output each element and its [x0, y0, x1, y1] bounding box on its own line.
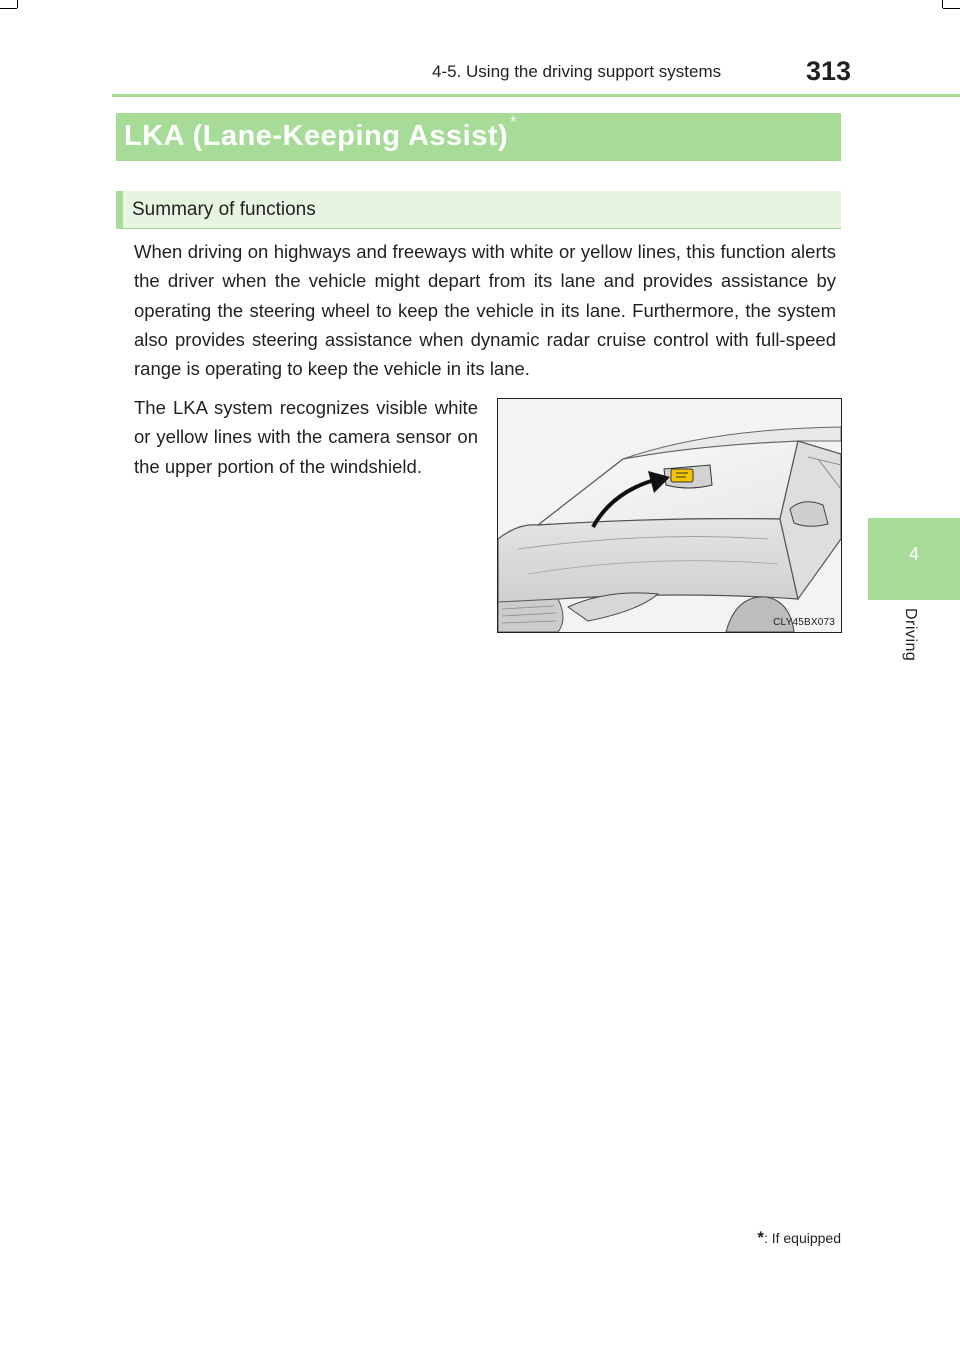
- subheading-bar: [116, 191, 841, 229]
- footnote-text: : If equipped: [763, 1230, 841, 1246]
- camera-sensor-icon: [671, 469, 693, 482]
- section-title-bar: [116, 113, 841, 161]
- side-mirror: [790, 502, 828, 526]
- crop-mark-top-right-v: [942, 0, 943, 8]
- running-header-section: 4-5. Using the driving support systems: [432, 62, 722, 81]
- chapter-tab: [868, 518, 960, 600]
- page-number: 313: [806, 56, 852, 86]
- footnote-mark: *: [757, 1228, 764, 1247]
- body-paragraph-1: When driving on highways and freeways with white or yellow lines, this function alerts the driver when the vehicle might depart from its lane and provides assistance by operating the steering wheel to keep the vehicle in its lane. Furthermore, the system also provides steering assistance when dynamic radar cruise control with full-speed range is operating to keep the vehicle in its lane.: [134, 241, 836, 380]
- car-windshield-illustration: [497, 398, 842, 633]
- chapter-label-container: [895, 608, 919, 682]
- crop-mark-top-right-h: [943, 8, 960, 9]
- subheading-accent: [116, 191, 123, 228]
- if-equipped-mark: *: [510, 114, 517, 131]
- chapter-label: Driving: [902, 608, 919, 662]
- header-rule: [112, 94, 960, 97]
- illustration-code: CLY45BX073: [773, 617, 835, 628]
- crop-mark-top-left-h: [0, 8, 17, 9]
- body-paragraph-2: The LKA system recognizes visible white or yellow lines with the camera sensor on the upper portion of the windshield.: [134, 397, 478, 477]
- chapter-number: 4: [908, 544, 919, 564]
- footnote: [757, 1228, 841, 1248]
- car-illustration-drawing: [498, 399, 841, 632]
- section-title: [124, 114, 517, 153]
- crop-mark-top-left-v: [17, 0, 18, 8]
- subheading-title: Summary of functions: [132, 199, 316, 220]
- section-title-text: LKA (Lane-Keeping Assist): [124, 120, 509, 152]
